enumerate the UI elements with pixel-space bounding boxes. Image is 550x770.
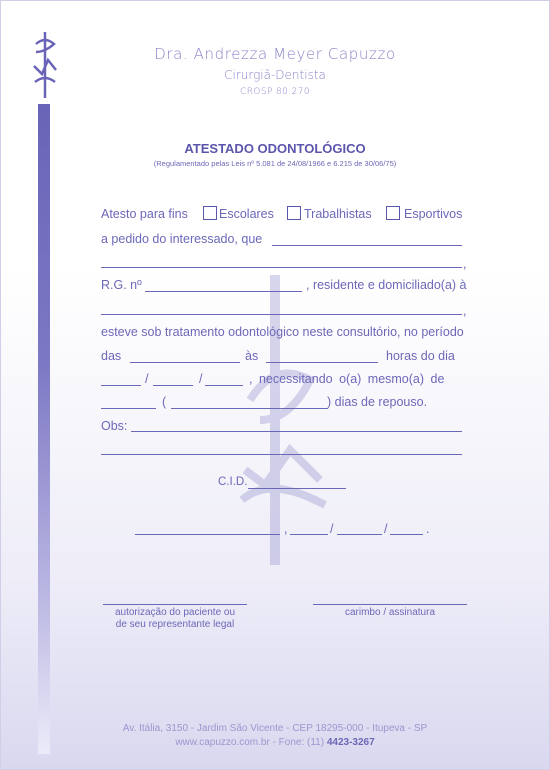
footer-contact [0, 737, 550, 748]
stamp-signature-field[interactable] [313, 604, 467, 605]
end-time-field[interactable] [266, 362, 378, 363]
pedido-label: a pedido do interessado, que [101, 232, 263, 246]
checkbox-esportivos[interactable] [386, 206, 400, 220]
stamp-signature-label: carimbo / assinatura [344, 607, 436, 618]
document-title: ATESTADO ODONTOLÓGICO [184, 141, 366, 156]
sign-day-field[interactable] [290, 534, 328, 535]
city-field[interactable] [135, 534, 280, 535]
rg-number-field[interactable] [145, 291, 302, 292]
footer-phone-number: 4423-3267 [326, 737, 375, 748]
option-trabalhistas-label: Trabalhistas [304, 207, 372, 221]
comma-text: , [463, 304, 467, 318]
obs-label: Obs: [101, 419, 128, 433]
registration-number: CROSP 80.270 [240, 87, 310, 97]
start-time-field[interactable] [130, 362, 240, 363]
footer-address: Av. Itália, 3150 - Jardim São Vicente - CEP 18295-000 - Itupeva - SP [122, 723, 428, 734]
tratamento-label: esteve sob tratamento odontológico neste consultório, no período [101, 325, 464, 339]
checkbox-escolares[interactable] [203, 206, 217, 220]
obs-field-line2[interactable] [101, 454, 462, 455]
sign-year-field[interactable] [390, 534, 423, 535]
comma-text: , [463, 257, 467, 271]
open-paren: ( [162, 395, 167, 409]
footer-web-phone: www.capuzzo.com.br - Fone: (11) [175, 737, 327, 748]
interessado-name-field[interactable] [272, 245, 462, 246]
cid-label: C.I.D. [218, 476, 248, 488]
as-label: às [245, 349, 259, 363]
sidebar-bar [38, 104, 50, 754]
patient-signature-field[interactable] [103, 604, 247, 605]
residente-label: , residente e domiciliado(a) à [306, 278, 467, 292]
option-escolares-label: Escolares [219, 207, 274, 221]
date-slash: / [384, 522, 388, 536]
patient-signature-label [95, 607, 255, 631]
date-slash: / [330, 522, 334, 536]
date-slash: / [145, 372, 149, 386]
necessitando-label: , necessitando o(a) mesmo(a) de [249, 372, 445, 386]
period-text: . [426, 522, 430, 536]
date-slash: / [199, 372, 203, 386]
das-label: das [101, 349, 122, 363]
year-field[interactable] [205, 385, 243, 386]
option-esportivos-label: Esportivos [404, 207, 463, 221]
cid-field[interactable] [248, 488, 346, 489]
atesto-label: Atesto para fins [101, 207, 188, 221]
document-subtitle: (Regulamentado pelas Leis nº 5.081 de 24/08/1966 e 6.215 de 30/06/75) [153, 159, 397, 168]
day-field[interactable] [101, 385, 141, 386]
dias-label: ) dias de repouso. [327, 395, 428, 409]
patient-signature-label-line1: autorização do paciente ou [114, 607, 236, 618]
doctor-title: Cirurgiã-Dentista [224, 68, 326, 82]
checkbox-trabalhistas[interactable] [287, 206, 301, 220]
interessado-name-continued-field[interactable] [101, 267, 462, 268]
patient-signature-label-line2: de seu representante legal [115, 619, 235, 630]
rg-label: R.G. nº [101, 278, 142, 292]
month-field[interactable] [153, 385, 193, 386]
doctor-name: Dra. Andrezza Meyer Capuzzo [154, 45, 396, 63]
obs-field[interactable] [131, 431, 462, 432]
days-written-field[interactable] [171, 408, 328, 409]
horas-label: horas do dia [386, 349, 455, 363]
sign-month-field[interactable] [337, 534, 382, 535]
days-number-field[interactable] [101, 408, 156, 409]
comma-text: , [284, 522, 288, 536]
address-field[interactable] [101, 314, 462, 315]
